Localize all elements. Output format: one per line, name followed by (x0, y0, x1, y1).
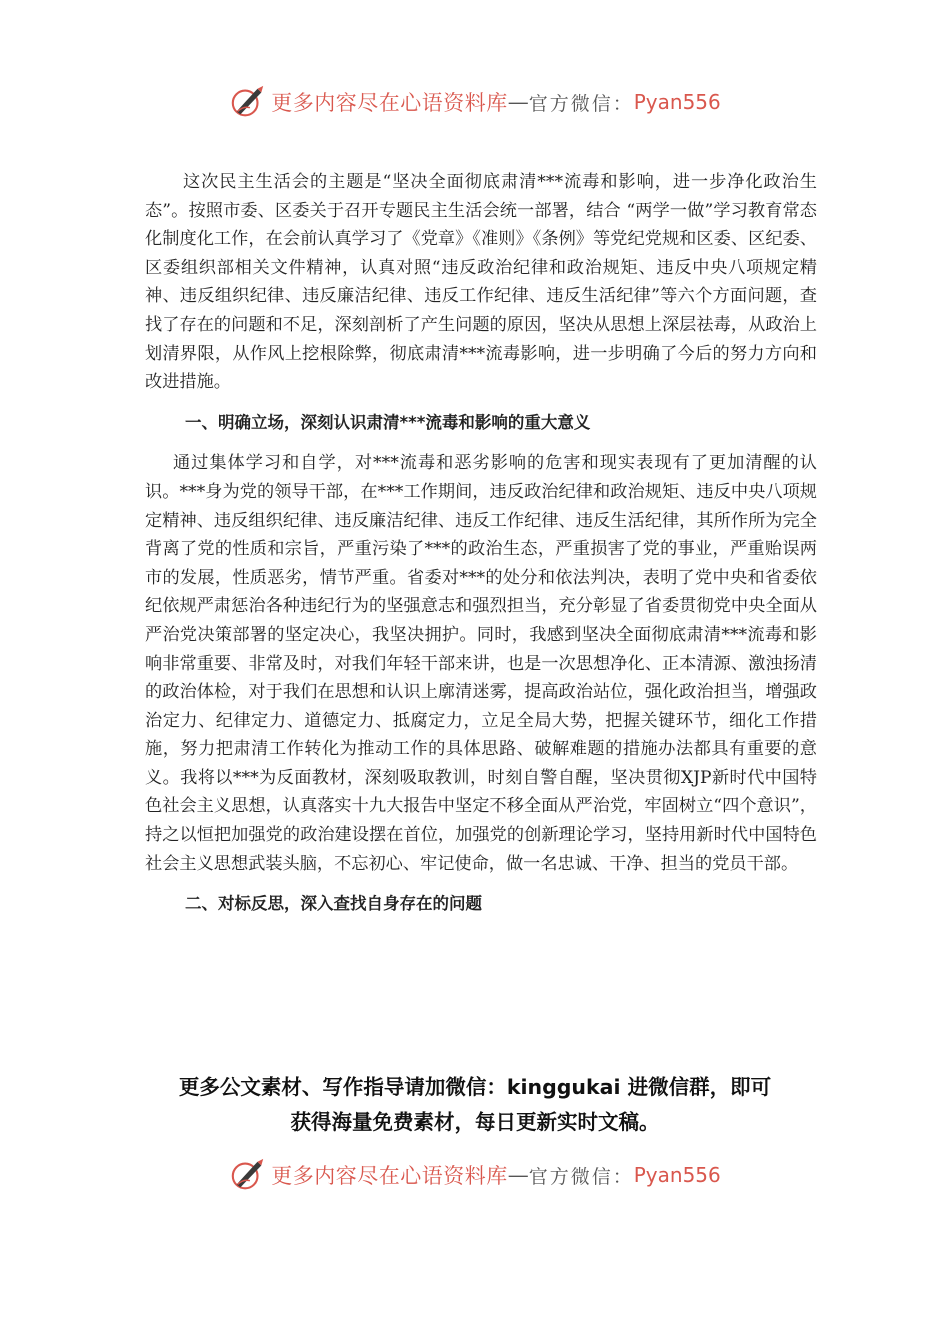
banner-account: Pyan556 (633, 90, 721, 114)
banner-account: Pyan556 (633, 1163, 721, 1187)
intro-paragraph: 这次民主生活会的主题是“坚决全面彻底肃清***流毒和影响，进一步净化政治生态”。按照市委、区委关于召开专题民主生活会统一部署，结合 “两学一做”学习教育常态化制度化工作，在会前认真学习了《党章》《准则》《条例》等党纪党规和区委、区纪委、区委组织部相关文件精神，认真对照“违反政治纪律和政治规矩、违反中央八项规定精神、违反组织纪律、违反廉洁纪律、违反工作纪律、违反生活纪律”等六个方面问题，查找了存在的问题和不足，深刻剖析了产生问题的原因，坚决从思想上深层祛毒，从政治上划清界限，从作风上挖根除弊，彻底肃清***流毒影响，进一步明确了今后的努力方向和改进措施。 (145, 172, 817, 393)
section-heading-1: 一、明确立场，深刻认识肃清***流毒和影响的重大意义 (185, 412, 591, 432)
footer-banner (0, 1155, 950, 1195)
banner-separator: — (507, 90, 529, 114)
banner-label: 官方微信： (528, 1165, 634, 1188)
header-banner (0, 82, 950, 122)
quill-logo-icon (229, 1156, 267, 1194)
promo-line-2: 获得海量免费素材，每日更新实时文稿。 (290, 1110, 660, 1134)
quill-logo-icon (229, 83, 267, 121)
banner-separator: — (507, 1163, 529, 1187)
document-body (145, 168, 817, 931)
banner-main-text: 更多内容尽在心语资料库 (271, 1164, 508, 1188)
section-1-paragraph: 通过集体学习和自学，对***流毒和恶劣影响的危害和现实表现有了更加清醒的认识。***身为党的领导干部，在***工作期间，违反政治纪律和政治规矩、违反中央八项规定精神、违反组织纪律、违反廉洁纪律、违反工作纪律、违反生活纪律，其所作所为完全背离了党的性质和宗旨，严重污染了***的政治生态，严重损害了党的事业，严重贻误两市的发展，性质恶劣，情节严重。省委对***的处分和依法判决，表明了党中央和省委依纪依规严肃惩治各种违纪行为的坚强意志和强烈担当，充分彰显了省委贯彻党中央全面从严治党决策部署的坚定决心，我坚决拥护。同时，我感到坚决全面彻底肃清***流毒和影响非常重要、非常及时，对我们年轻干部来讲，也是一次思想净化、正本清源、激浊扬清的政治体检，对于我们在思想和认识上廓清迷雾，提高政治站位，强化政治担当，增强政治定力、纪律定力、道德定力、抵腐定力，立足全局大势，把握关键环节，细化工作措施，努力把肃清工作转化为推动工作的具体思路、破解难题的措施办法都具有重要的意义。我将以***为反面教材，深刻吸取教训，时刻自警自醒，坚决贯彻XJP新时代中国特色社会主义思想，认真落实十九大报告中坚定不移全面从严治党，牢固树立“四个意识”，持之以恒把加强党的政治建设摆在首位，加强党的创新理论学习，坚持用新时代中国特色社会主义思想武装头脑，不忘初心、牢记使命，做一名忠诚、干净、担当的党员干部。 (145, 453, 817, 874)
promo-line-1: 更多公文素材、写作指导请加微信：kinggukai 进微信群，即可 (178, 1075, 772, 1099)
banner-label: 官方微信： (528, 92, 634, 115)
banner-main-text: 更多内容尽在心语资料库 (271, 91, 508, 115)
promo-block (0, 1070, 950, 1140)
section-heading-2: 二、对标反思，深入查找自身存在的问题 (185, 894, 482, 914)
